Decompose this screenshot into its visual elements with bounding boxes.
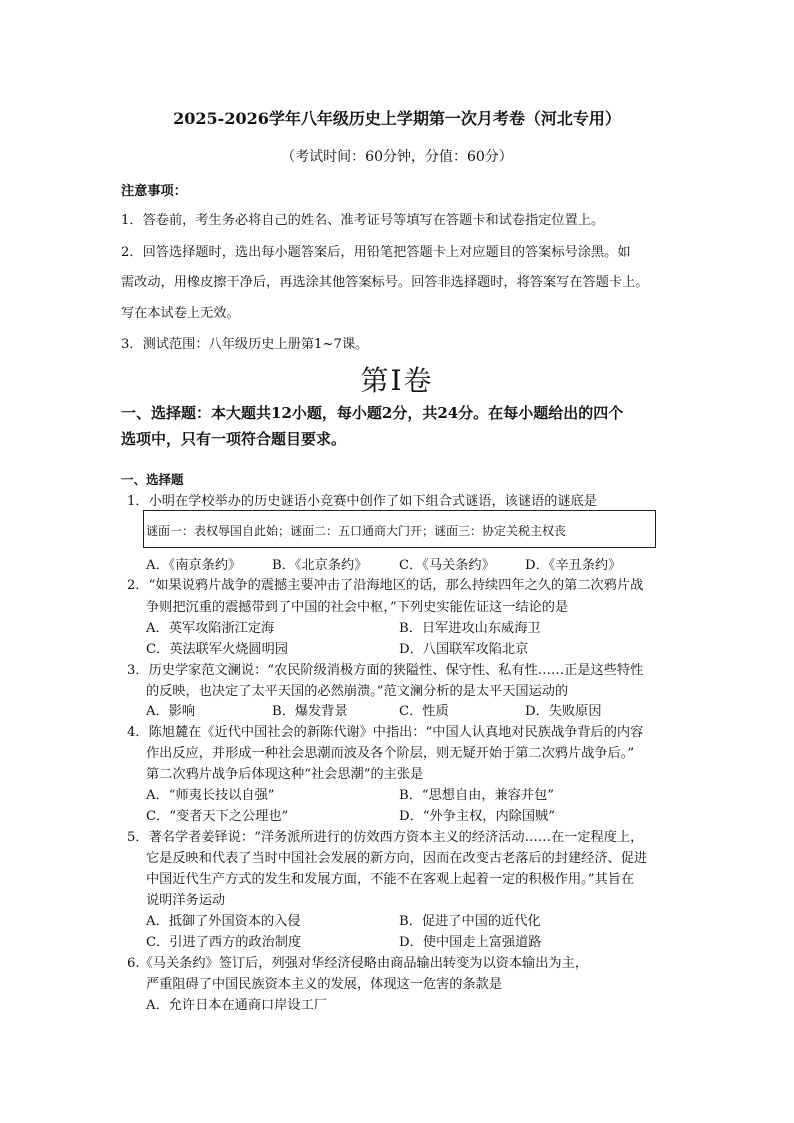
note-line: 写在本试卷上无效。 xyxy=(121,306,240,321)
exam-subtitle: （考试时间：60分钟，分值：60分） xyxy=(281,149,513,165)
q1-option-c: C．《马关条约》 xyxy=(399,558,495,573)
section-heading-line2: 选项中，只有一项符合题目要求。 xyxy=(121,430,347,448)
note-line: 3．测试范围：八年级历史上册第1~7课。 xyxy=(121,337,369,352)
volume-title: 第Ⅰ卷 xyxy=(360,364,434,397)
riddle-text: 谜面一：表权辱国自此始；谜面二：五口通商大门开；谜面三：协定关税主权丧 xyxy=(146,524,567,538)
question-4-stem: 4．陈旭麓在《近代中国社会的新陈代谢》中指出：“中国人认真地对民族战争背后的内容 xyxy=(127,725,644,740)
question-6-stem: 6.《马关条约》签订后，列强对华经济侵略由商品输出转变为以资本输出为主， xyxy=(127,956,588,971)
q2-option-b: B．日军进攻山东威海卫 xyxy=(399,621,541,636)
q1-option-d: D．《辛丑条约》 xyxy=(525,558,622,573)
q5-option-d: D．使中国走上富强道路 xyxy=(399,935,542,950)
q4-option-d: D．“外争主权，内除国贼” xyxy=(399,809,555,824)
question-4-stem: 第二次鸦片战争后体现这种“社会思潮”的主张是 xyxy=(146,767,424,782)
q1-option-b: B．《北京条约》 xyxy=(272,558,368,573)
q3-option-c: C．性质 xyxy=(399,704,449,719)
q3-option-b: B．爆发背景 xyxy=(272,704,348,719)
q2-option-c: C．英法联军火烧圆明园 xyxy=(146,642,288,657)
question-5-stem: 说明洋务运动 xyxy=(146,893,226,908)
note-line: 1．答卷前，考生务必将自己的姓名、准考证号等填写在答题卡和试卷指定位置上。 xyxy=(121,213,605,228)
q2-option-a: A．英军攻陷浙江定海 xyxy=(146,621,275,636)
q1-option-a: A．《南京条约》 xyxy=(146,558,242,573)
question-5-stem: 中国近代生产方式的发生和发展方面，不能不在客观上起着一定的积极作用。”其旨在 xyxy=(146,872,635,887)
question-5-stem: 5．著名学者姜铎说：“洋务派所进行的仿效西方资本主义的经济活动……在一定程度上， xyxy=(127,830,644,845)
question-2-stem: 争则把沉重的震撼带到了中国的社会中枢，”下列史实能佐证这一结论的是 xyxy=(146,600,569,615)
q3-option-a: A．影响 xyxy=(146,704,196,719)
section-subheading: 一、选择题 xyxy=(121,472,184,487)
q4-option-c: C．“变者天下之公理也” xyxy=(146,809,289,824)
question-4-stem: 作出反应，并形成一种社会思潮而波及各个阶层，则无疑开始于第二次鸦片战争后。” xyxy=(146,746,635,761)
question-6-stem: 严重阻碍了中国民族资本主义的发展，体现这一危害的条款是 xyxy=(146,977,503,992)
question-3-stem: 3．历史学家范文澜说：“农民阶级消极方面的狭隘性、保守性、私有性……正是这些特性 xyxy=(127,663,644,678)
note-line: 需改动，用橡皮擦干净后，再选涂其他答案标号。回答非选择题时，将答案写在答题卡上。 xyxy=(121,275,649,290)
exam-title: 2025-2026学年八年级历史上学期第一次月考卷（河北专用） xyxy=(173,109,621,128)
q2-option-d: D．八国联军攻陷北京 xyxy=(399,642,529,657)
q4-option-a: A．“师夷长技以自强” xyxy=(146,788,275,803)
q3-option-d: D．失败原因 xyxy=(525,704,602,719)
note-line: 2．回答选择题时，选出每小题答案后，用铅笔把答题卡上对应题目的答案标号涂黑。如 xyxy=(121,245,631,260)
section-heading-line1: 一、选择题：本大题共12小题，每小题2分，共24分。在每小题给出的四个 xyxy=(121,404,624,422)
q5-option-b: B．促进了中国的近代化 xyxy=(399,914,541,929)
q6-option-a: A．允许日本在通商口岸设工厂 xyxy=(146,998,327,1013)
notes-heading: 注意事项： xyxy=(121,184,187,199)
question-3-stem: 的反映，也决定了太平天国的必然崩溃。”范文澜分析的是太平天国运动的 xyxy=(146,684,569,699)
question-1-stem: 1．小明在学校举办的历史谜语小竞赛中创作了如下组合式谜语，该谜语的谜底是 xyxy=(127,494,597,509)
q4-option-b: B．“思想自由，兼容并包” xyxy=(399,788,555,803)
question-5-stem: 它是反映和代表了当时中国社会发展的新方向，因而在改变古老落后的封建经济、促进 xyxy=(146,851,648,866)
q5-option-a: A．抵御了外国资本的入侵 xyxy=(146,914,301,929)
question-2-stem: 2．“如果说鸦片战争的震撼主要冲击了沿海地区的话，那么持续四年之久的第二次鸦片战 xyxy=(127,578,644,593)
q5-option-c: C．引进了西方的政治制度 xyxy=(146,935,302,950)
